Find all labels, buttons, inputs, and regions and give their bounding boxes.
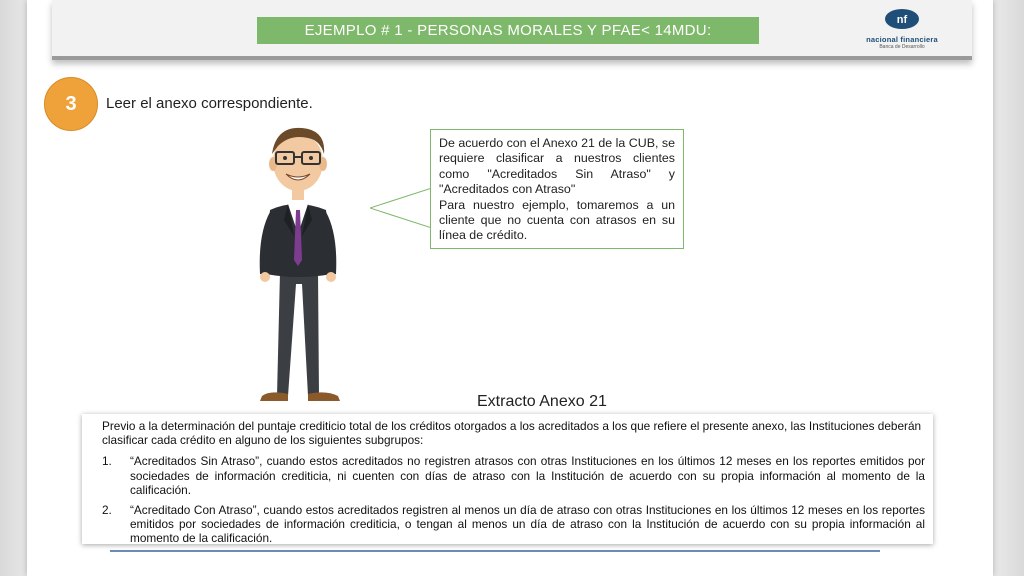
svg-text:nf: nf — [896, 14, 908, 26]
divider-line — [110, 550, 880, 552]
logo-name: nacional financiera — [866, 35, 938, 44]
extract-intro: Previo a la determinación del puntaje crediticio total de los créditos otorgados a los acreditados a los que refiere el presente anexo, las Instituciones deberán clasificar cada crédito en alguno de los siguientes subgrupos: — [102, 419, 922, 448]
list-item-number: 2. — [102, 503, 112, 518]
businessman-illustration — [246, 124, 350, 406]
list-item — [102, 454, 925, 497]
slide-title: EJEMPLO # 1 - PERSONAS MORALES Y PFAE< 14MDU: — [257, 17, 759, 44]
annex-extract — [82, 414, 933, 544]
nafin-logo — [856, 8, 948, 52]
list-item-text: “Acreditado Con Atraso”, cuando estos acreditados registren al menos un día de atraso con otras Instituciones en los últimos 12 meses en los reportes emitidos por sociedades de información crediticia, o tengan al menos un día de atraso con la Institución de acuerdo con su propia información al momento de la calificación. — [130, 503, 925, 546]
speech-bubble — [430, 129, 684, 249]
nafin-logo-icon — [884, 8, 920, 30]
extract-title: Extracto Anexo 21 — [477, 393, 607, 410]
logo-subtitle: Banca de Desarrollo — [879, 44, 925, 50]
list-item-text: “Acreditados Sin Atraso”, cuando estos acreditados no registren atrasos con otras Instituciones en los últimos 12 meses en los reportes emitidos por sociedades de información crediticia, ni cuenten con días de atraso con la Institución de acuerdo con su propia información al momento de la calificación. — [130, 454, 925, 497]
bubble-paragraph-2: Para nuestro ejemplo, tomaremos a un cliente que no cuenta con atrasos en su línea de crédito. — [439, 197, 675, 243]
step-number-badge: 3 — [44, 77, 98, 131]
speech-bubble-tail — [370, 186, 432, 230]
list-item-number: 1. — [102, 454, 112, 469]
bubble-paragraph-1: De acuerdo con el Anexo 21 de la CUB, se requiere clasificar a nuestros clientes como "Acreditados Sin Atraso" y "Acreditados con Atraso" — [439, 136, 675, 197]
list-item — [102, 503, 925, 546]
step-instruction: Leer el anexo correspondiente. — [106, 95, 313, 112]
